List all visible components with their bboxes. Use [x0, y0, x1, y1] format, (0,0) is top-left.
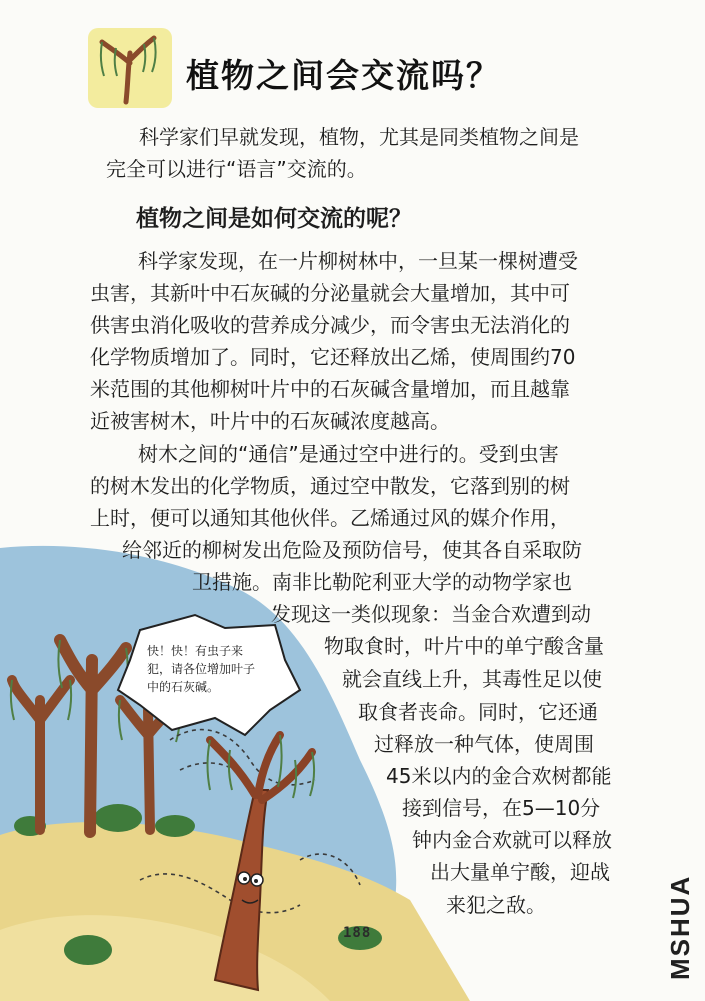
page-number: 188	[343, 925, 372, 941]
title-badge	[88, 28, 172, 108]
page-title: 植物之间会交流吗？	[186, 56, 501, 95]
body-line: 卫措施。南非比勒陀利亚大学的动物学家也	[192, 570, 572, 594]
body-line: 来犯之敌。	[446, 893, 546, 917]
body-line: 过释放一种气体，使周围	[374, 732, 594, 756]
body-line: 45米以内的金合欢树都能	[386, 764, 612, 788]
body-line: 出大量单宁酸，迎战	[430, 860, 610, 884]
body-line: 近被害树木，叶片中的石灰碱浓度越高。	[90, 409, 450, 433]
body-line: 化学物质增加了。同时，它还释放出乙烯，使周围约70	[90, 345, 576, 369]
intro-line: 科学家们早就发现，植物，尤其是同类植物之间是	[139, 125, 579, 149]
intro-line: 完全可以进行“语言”交流的。	[106, 157, 367, 181]
body-line: 给邻近的柳树发出危险及预防信号，使其各自采取防	[122, 538, 582, 562]
section-heading: 植物之间是如何交流的呢？	[136, 206, 412, 232]
body-line: 供害虫消化吸收的营养成分减少，而令害虫无法消化的	[90, 313, 570, 337]
body-line: 接到信号，在5—10分	[402, 796, 601, 820]
body-line: 上时，便可以通知其他伙伴。乙烯通过风的媒介作用，	[90, 506, 570, 530]
body-line: 钟内金合欢就可以释放	[412, 828, 612, 852]
watermark: MSHUA	[665, 874, 695, 980]
body-line: 科学家发现，在一片柳树林中，一旦某一棵树遭受	[138, 249, 578, 273]
body-line: 的树木发出的化学物质，通过空中散发，它落到别的树	[90, 474, 570, 498]
body-line: 树木之间的“通信”是通过空中进行的。受到虫害	[138, 442, 559, 466]
body-line: 物取食时，叶片中的单宁酸含量	[324, 634, 604, 658]
body-line: 取食者丧命。同时，它还通	[358, 700, 598, 724]
body-line: 就会直线上升，其毒性足以使	[342, 667, 602, 691]
speech-bubble-text: 快！快！有虫子来犯，请各位增加叶子中的石灰碱。	[147, 644, 256, 694]
body-line: 虫害，其新叶中石灰碱的分泌量就会大量增加，其中可	[90, 281, 570, 305]
body-line: 发现这一类似现象：当金合欢遭到动	[271, 602, 591, 626]
body-line: 米范围的其他柳树叶片中的石灰碱含量增加，而且越靠	[90, 377, 570, 401]
willow-tree-icon	[88, 28, 172, 108]
